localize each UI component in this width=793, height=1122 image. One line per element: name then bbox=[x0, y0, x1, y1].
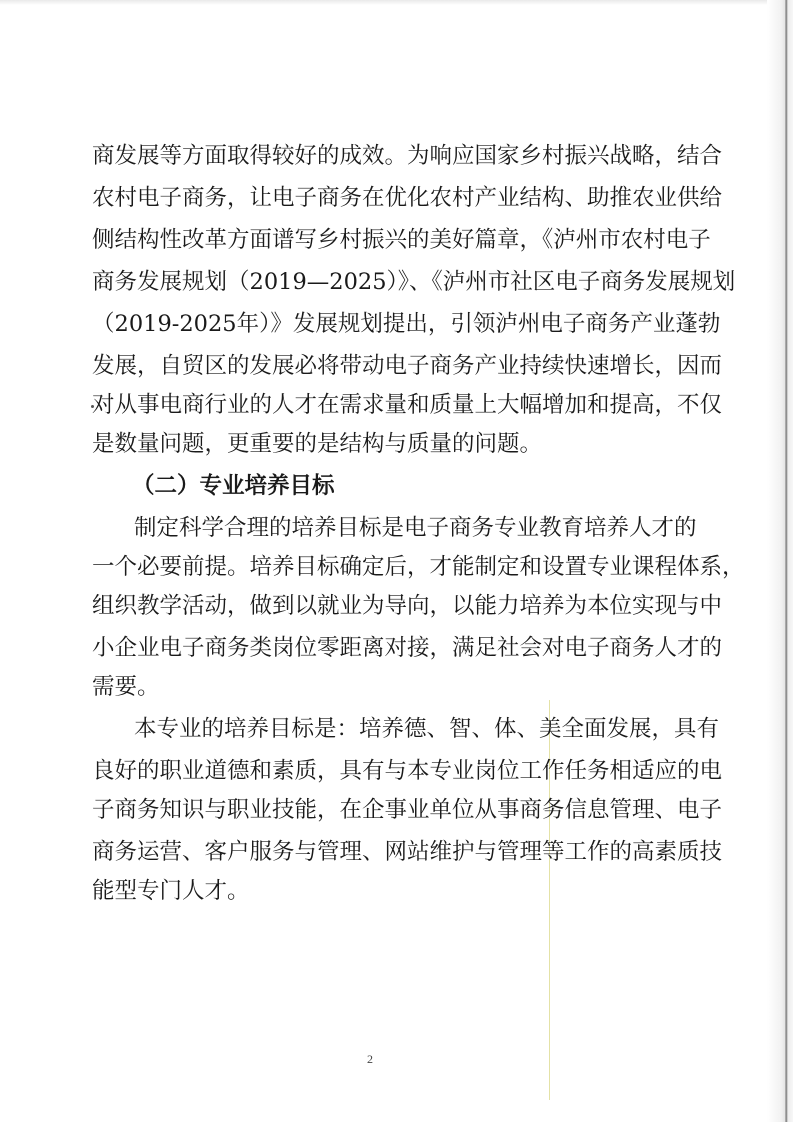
scan-right-edge bbox=[767, 0, 793, 1122]
body-text-line: 对从事电商行业的人才在需求量和质量上大幅增加和提高，不仅 bbox=[92, 392, 723, 418]
body-text-line: 是数量问题，更重要的是结构与质量的问题。 bbox=[92, 431, 543, 457]
body-text-line: 本专业的培养目标是：培养德、智、体、美全面发展，具有 bbox=[134, 716, 720, 742]
body-text-line: 能型专门人才。 bbox=[92, 878, 250, 904]
section-heading: （二）专业培养目标 bbox=[132, 473, 335, 499]
body-text-line: 商发展等方面取得较好的成效。为响应国家乡村振兴战略，结合 bbox=[92, 143, 723, 169]
body-text-line: 农村电子商务，让电子商务在优化农村产业结构、助推农业供给 bbox=[92, 185, 723, 211]
body-text-line: 需要。 bbox=[92, 674, 160, 700]
body-text-line: 商务运营、客户服务与管理、网站维护与管理等工作的高素质技 bbox=[92, 839, 723, 865]
body-text-line: （2019-2025年）》发展规划提出，引领泸州电子商务产业蓬勃 bbox=[92, 311, 721, 337]
scan-top-shadow bbox=[0, 0, 793, 5]
body-text-line: 商务发展规划（2019—2025）》、《泸州市社区电子商务发展规划 bbox=[92, 269, 736, 295]
body-text-line: 良好的职业道德和素质，具有与本专业岗位工作任务相适应的电 bbox=[92, 758, 723, 784]
body-text-line: 一个必要前提。培养目标确定后，才能制定和设置专业课程体系， bbox=[92, 554, 745, 580]
body-text-line: 子商务知识与职业技能，在企事业单位从事商务信息管理、电子 bbox=[92, 797, 723, 823]
body-text-line: 侧结构性改革方面谱写乡村振兴的美好篇章，《泸州市农村电子 bbox=[92, 227, 711, 253]
body-text-line: 组织教学活动，做到以就业为导向，以能力培养为本位实现与中 bbox=[92, 593, 723, 619]
body-text-line: 发展，自贸区的发展必将带动电子商务产业持续快速增长，因而 bbox=[92, 353, 723, 379]
body-text-line: 小企业电子商务类岗位零距离对接，满足社会对电子商务人才的 bbox=[92, 635, 723, 661]
page-number: 2 bbox=[367, 1052, 373, 1066]
body-text-line: 制定科学合理的培养目标是电子商务专业教育培养人才的 bbox=[134, 515, 697, 541]
